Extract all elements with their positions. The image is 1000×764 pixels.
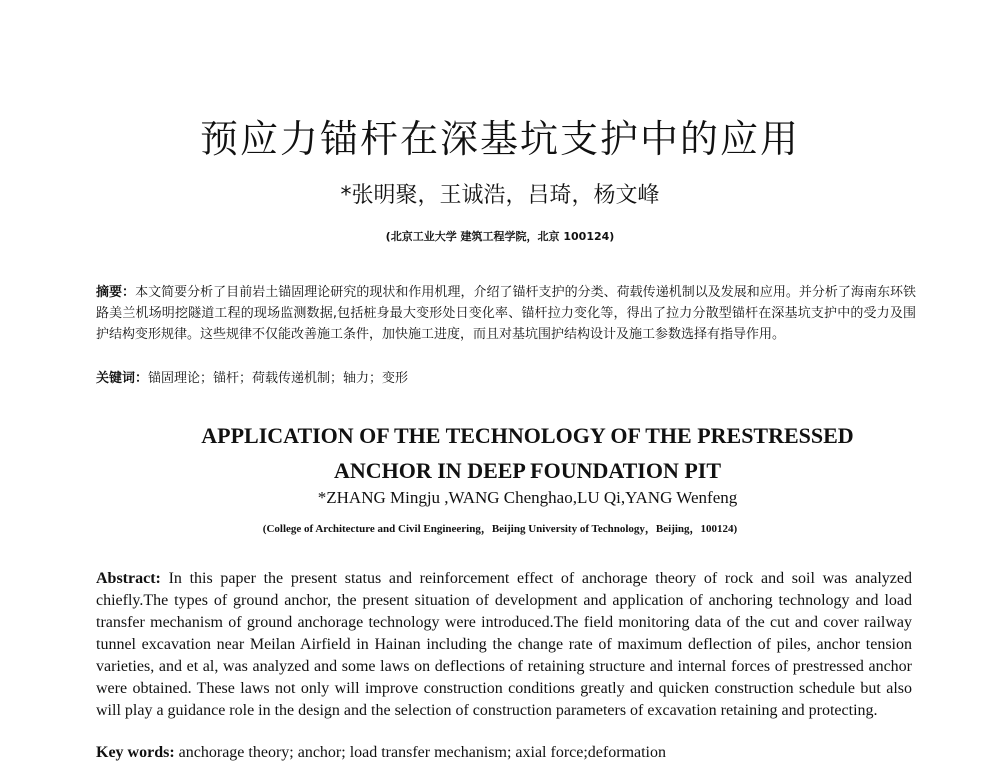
english-keywords-label: Key words: <box>96 744 175 761</box>
english-title-line1: APPLICATION OF THE TECHNOLOGY OF THE PRESTRESSED <box>201 423 854 448</box>
chinese-abstract-text: 本文简要分析了目前岩土锚固理论研究的现状和作用机理，介绍了锚杆支护的分类、荷载传递机制以及发展和应用。并分析了海南东环铁路美兰机场明挖隧道工程的现场监测数据,包括桩身最大变形处日变化率、锚杆拉力变化等，得出了拉力分散型锚杆在深基坑支护中的受力及围护结构变形规律。这些规律不仅能改善施工条件，加快施工进度，而且对基坑围护结构设计及施工参数选择有指导作用。 <box>96 285 916 342</box>
english-keywords-text: anchorage theory; anchor; load transfer mechanism; axial force;deformation <box>178 744 666 761</box>
chinese-title: 预应力锚杆在深基坑支护中的应用 <box>199 117 800 161</box>
chinese-affiliation: (北京工业大学 建筑工程学院，北京 100124) <box>385 230 615 243</box>
chinese-authors: *张明聚，王诚浩，吕琦，杨文峰 <box>340 183 660 208</box>
chinese-keywords-text: 锚固理论；锚杆；荷载传递机制；轴力；变形 <box>148 371 409 386</box>
english-authors: *ZHANG Mingju ,WANG Chenghao,LU Qi,YANG Wenfeng <box>317 488 738 507</box>
english-title <box>0 418 1000 488</box>
english-keywords <box>96 742 912 764</box>
english-abstract-text: In this paper the present status and reinforcement effect of anchorage theory of rock and soil was analyzed chiefly.The types of ground anchor, the present situation of development and application of anchoring technology and load transfer mechanism of ground anchorage technology were introduced.The field monitoring data of the cut and cover railway tunnel excavation near Meilan Airfield in Hainan including the change rate of maximum deflection of piles, anchor tension varieties, and et al, was analyzed and some laws on deflections of retaining structure and internal forces of prestressed anchor were obtained. These laws not only will improve construction conditions greatly and quicken construction schedule but also will play a guidance role in the design and the selection of construction parameters of excavation retaining and protecting. <box>96 570 913 719</box>
english-abstract <box>96 568 912 722</box>
chinese-keywords-label: 关键词： <box>96 371 149 386</box>
english-abstract-label: Abstract: <box>96 570 161 587</box>
chinese-keywords <box>96 368 916 389</box>
english-affiliation: (College of Architecture and Civil Engineering，Beijing University of Technology，Beijing，100124) <box>262 523 738 535</box>
chinese-abstract-label: 摘要： <box>96 285 136 300</box>
chinese-abstract <box>96 282 916 345</box>
english-title-line2: ANCHOR IN DEEP FOUNDATION PIT <box>333 458 722 483</box>
